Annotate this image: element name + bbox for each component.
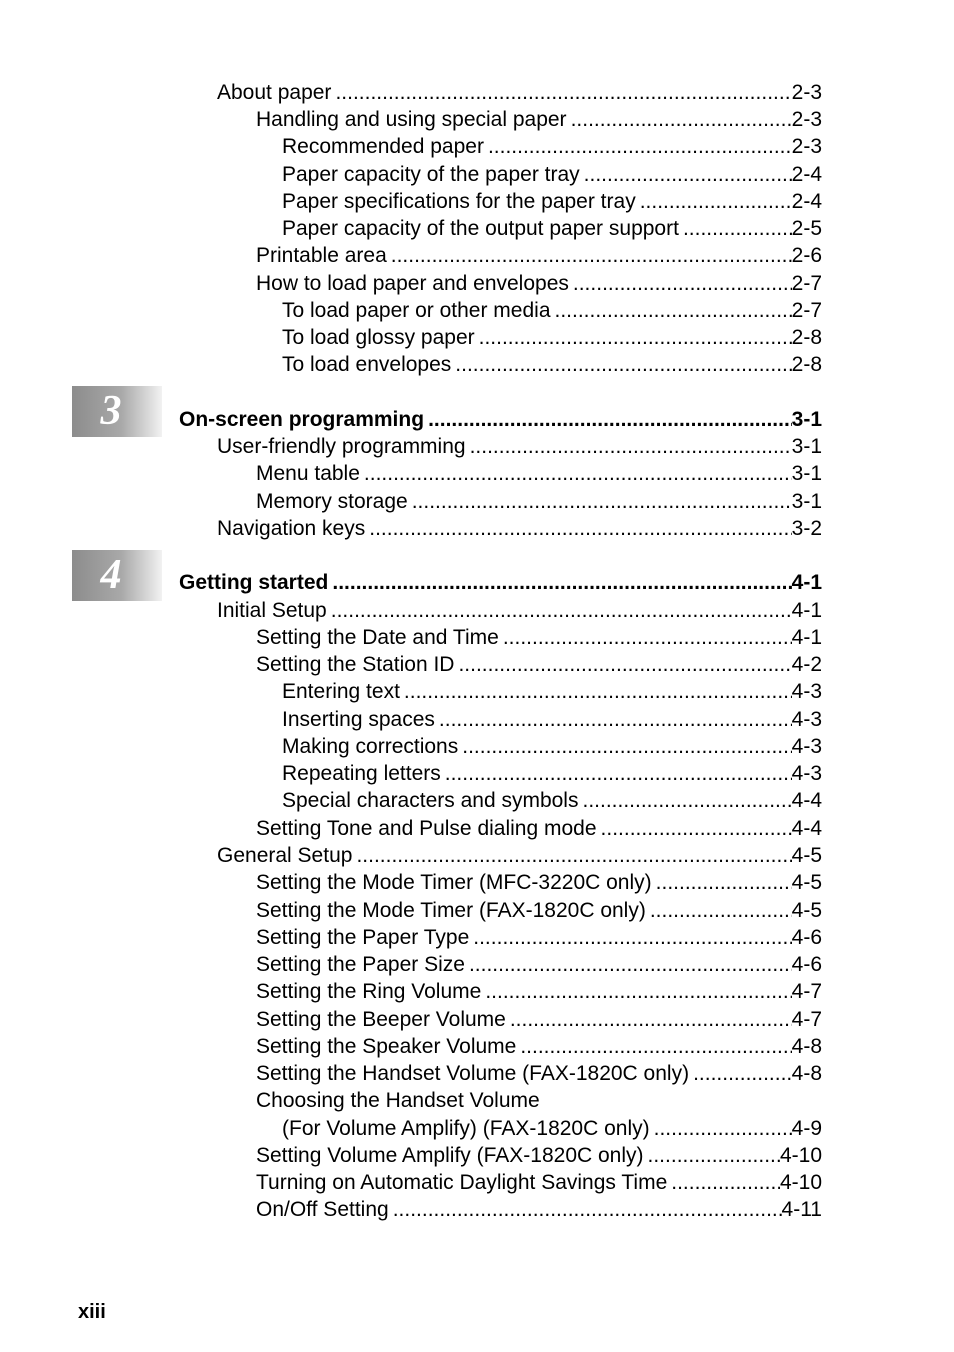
toc-entry-page: 4-6 xyxy=(791,926,822,949)
toc-entry-page: 4-7 xyxy=(791,1008,822,1031)
toc-entry-page: 3-1 xyxy=(791,490,822,513)
toc-entry-title: To load envelopes xyxy=(282,353,452,376)
toc-entry-page: 4-7 xyxy=(791,980,822,1003)
toc-entry-title: Inserting spaces xyxy=(282,708,435,731)
chapter-heading[interactable] xyxy=(179,569,822,596)
toc-entry[interactable] xyxy=(256,651,822,678)
toc-entry[interactable] xyxy=(256,1142,822,1169)
toc-entry-title: Setting the Beeper Volume xyxy=(256,1008,506,1031)
dot-leader xyxy=(567,106,792,133)
toc-entry-page: 2-7 xyxy=(791,299,822,322)
dot-leader xyxy=(458,733,791,760)
dot-leader xyxy=(400,678,792,705)
dot-leader xyxy=(506,1006,792,1033)
dot-leader xyxy=(667,1169,780,1196)
toc-entry[interactable] xyxy=(256,924,822,951)
toc-entry[interactable] xyxy=(217,79,822,106)
toc-entry-page: 4-3 xyxy=(791,680,822,703)
toc-entry-title: On/Off Setting xyxy=(256,1198,389,1221)
dot-leader xyxy=(597,815,792,842)
toc-entry[interactable] xyxy=(282,297,822,324)
toc-entry[interactable] xyxy=(256,488,822,515)
toc-entry-page: 2-8 xyxy=(791,326,822,349)
toc-entry[interactable] xyxy=(282,188,822,215)
toc-entry-title: Setting the Station ID xyxy=(256,653,455,676)
toc-entry-page: 4-4 xyxy=(791,789,822,812)
toc-entry-title: About paper xyxy=(217,81,332,104)
toc-entry-page: 2-5 xyxy=(791,217,822,240)
toc-entry[interactable] xyxy=(256,978,822,1005)
toc-entry[interactable] xyxy=(256,460,822,487)
dot-leader xyxy=(389,1196,782,1223)
toc-entry[interactable] xyxy=(256,242,822,269)
toc-entry-title: Entering text xyxy=(282,680,400,703)
toc-entry[interactable] xyxy=(282,133,822,160)
toc-entry[interactable] xyxy=(282,1115,822,1142)
toc-entry-page: 3-1 xyxy=(791,462,822,485)
toc-entry-page: 4-10 xyxy=(779,1171,822,1194)
toc-entry[interactable] xyxy=(282,324,822,351)
toc-entry-page: 2-7 xyxy=(791,272,822,295)
toc-entry-page: 2-8 xyxy=(791,353,822,376)
dot-leader xyxy=(327,597,792,624)
toc-entry-title: Handling and using special paper xyxy=(256,108,567,131)
toc-entry[interactable] xyxy=(217,597,822,624)
toc-entry-page: 4-11 xyxy=(781,1198,822,1221)
toc-entry-title: Setting the Date and Time xyxy=(256,626,499,649)
toc-entry[interactable] xyxy=(282,351,822,378)
dot-leader xyxy=(551,297,792,324)
chapter-heading[interactable] xyxy=(179,406,822,433)
toc-entry-title: Setting the Speaker Volume xyxy=(256,1035,517,1058)
chapter-number: 4 xyxy=(100,552,122,598)
toc-entry-title: To load paper or other media xyxy=(282,299,551,322)
toc-entry-title: Paper specifications for the paper tray xyxy=(282,190,636,213)
dot-leader xyxy=(466,433,792,460)
toc-entry[interactable] xyxy=(217,842,822,869)
toc-entry-title: Setting Volume Amplify (FAX-1820C only) xyxy=(256,1144,644,1167)
toc-entry-title: Paper capacity of the paper tray xyxy=(282,163,580,186)
toc-entry-page: 4-5 xyxy=(791,899,822,922)
toc-entry[interactable] xyxy=(256,624,822,651)
toc-entry-page: 4-1 xyxy=(791,626,822,649)
dot-leader xyxy=(569,270,792,297)
toc-entry-page: 4-1 xyxy=(791,599,822,622)
dot-leader xyxy=(451,351,791,378)
toc-entry[interactable] xyxy=(256,815,822,842)
toc-entry-page: 2-4 xyxy=(791,163,822,186)
toc-entry[interactable] xyxy=(256,1033,822,1060)
toc-entry-page: 4-3 xyxy=(791,708,822,731)
dot-leader xyxy=(679,215,792,242)
toc-entry-page: 2-3 xyxy=(791,135,822,158)
toc-entry-title: Setting the Handset Volume (FAX-1820C only) xyxy=(256,1062,690,1085)
toc-entry[interactable] xyxy=(256,1006,822,1033)
toc-entry-page: 3-2 xyxy=(791,517,822,540)
dot-leader xyxy=(360,460,792,487)
toc-entry[interactable] xyxy=(256,270,822,297)
toc-entry-page: 4-3 xyxy=(791,735,822,758)
toc-entry-page: 4-8 xyxy=(791,1035,822,1058)
toc-entry-title: Paper capacity of the output paper support xyxy=(282,217,679,240)
toc-entry-title: How to load paper and envelopes xyxy=(256,272,569,295)
toc-entry[interactable] xyxy=(282,733,822,760)
chapter-number: 3 xyxy=(100,388,122,434)
toc-entry-page: 4-2 xyxy=(791,653,822,676)
dot-leader xyxy=(469,924,791,951)
toc-entry-title: Printable area xyxy=(256,244,387,267)
toc-entry[interactable] xyxy=(282,161,822,188)
dot-leader xyxy=(408,488,792,515)
toc-entry[interactable] xyxy=(256,869,822,896)
toc-entry-page: 2-4 xyxy=(791,190,822,213)
chapter-page: 4-1 xyxy=(791,571,822,594)
toc-entry-title: Turning on Automatic Daylight Savings Time xyxy=(256,1171,668,1194)
toc-entry[interactable] xyxy=(256,1169,822,1196)
dot-leader xyxy=(580,161,792,188)
toc-entry[interactable] xyxy=(256,106,822,133)
toc-entry-title: General Setup xyxy=(217,844,353,867)
toc-entry[interactable] xyxy=(282,760,822,787)
dot-leader xyxy=(352,842,791,869)
dot-leader xyxy=(475,324,792,351)
toc-entry-page: 4-5 xyxy=(791,871,822,894)
dot-leader xyxy=(481,978,791,1005)
toc-entry-page: 4-8 xyxy=(791,1062,822,1085)
dot-leader xyxy=(465,951,792,978)
toc-entry-page: 4-3 xyxy=(791,762,822,785)
toc-entry-page: 3-1 xyxy=(791,435,822,458)
chapter-tab xyxy=(72,550,162,601)
toc-entry[interactable] xyxy=(282,215,822,242)
toc-entry-page: 4-10 xyxy=(779,1144,822,1167)
toc-entry-page: 4-5 xyxy=(791,844,822,867)
dot-leader xyxy=(484,133,792,160)
dot-leader xyxy=(578,787,791,814)
dot-leader xyxy=(644,1142,780,1169)
toc-entry-title: Setting the Mode Timer (FAX-1820C only) xyxy=(256,899,646,922)
toc-entry-title: Menu table xyxy=(256,462,360,485)
dot-leader xyxy=(441,760,792,787)
chapter-tab xyxy=(72,386,162,437)
page-number: xiii xyxy=(78,1301,106,1323)
dot-leader xyxy=(636,188,792,215)
toc-entry-title: Recommended paper xyxy=(282,135,484,158)
chapter-page: 3-1 xyxy=(791,408,822,431)
toc-entry-page: 2-6 xyxy=(791,244,822,267)
dot-leader xyxy=(424,406,792,433)
toc-entry-title: Memory storage xyxy=(256,490,408,513)
dot-leader xyxy=(689,1060,792,1087)
toc-entry[interactable] xyxy=(282,706,822,733)
dot-leader xyxy=(365,515,791,542)
dot-leader xyxy=(454,651,791,678)
toc-entry[interactable] xyxy=(256,951,822,978)
dot-leader xyxy=(516,1033,791,1060)
toc-entry-page: 4-9 xyxy=(791,1117,822,1140)
toc-entry-title: User-friendly programming xyxy=(217,435,466,458)
toc-entry-title: Making corrections xyxy=(282,735,459,758)
toc-entry-page: 4-6 xyxy=(791,953,822,976)
toc-entry-page: 4-4 xyxy=(791,817,822,840)
toc-entry[interactable] xyxy=(217,515,822,542)
toc-entry-title: Initial Setup xyxy=(217,599,327,622)
dot-leader xyxy=(650,1115,792,1142)
toc-entry[interactable] xyxy=(282,678,822,705)
dot-leader xyxy=(435,706,792,733)
dot-leader xyxy=(387,242,792,269)
toc-entry-page: 2-3 xyxy=(791,108,822,131)
dot-leader xyxy=(328,569,791,596)
toc-entry-title: Repeating letters xyxy=(282,762,441,785)
toc-entry-title: Setting Tone and Pulse dialing mode xyxy=(256,817,597,840)
toc-entry[interactable] xyxy=(217,433,822,460)
toc-entry-title: (For Volume Amplify) (FAX-1820C only) xyxy=(282,1117,650,1140)
toc-entry-title: Choosing the Handset Volume xyxy=(256,1089,540,1112)
toc-entry-title: Navigation keys xyxy=(217,517,366,540)
dot-leader xyxy=(652,869,792,896)
toc-entry-title: Setting the Paper Type xyxy=(256,926,470,949)
dot-leader xyxy=(499,624,792,651)
chapter-title: On-screen programming xyxy=(179,408,425,431)
toc-entry[interactable] xyxy=(256,1196,822,1223)
dot-leader xyxy=(646,897,792,924)
toc-entry[interactable] xyxy=(256,1087,822,1114)
toc-entry-title: Setting the Mode Timer (MFC-3220C only) xyxy=(256,871,652,894)
chapter-title: Getting started xyxy=(179,571,329,594)
toc-entry-page: 2-3 xyxy=(791,81,822,104)
toc-entry-title: Special characters and symbols xyxy=(282,789,579,812)
toc-entry-title: Setting the Ring Volume xyxy=(256,980,482,1003)
toc-entry-title: Setting the Paper Size xyxy=(256,953,465,976)
toc-entry[interactable] xyxy=(256,1060,822,1087)
toc-entry[interactable] xyxy=(282,787,822,814)
toc-entry[interactable] xyxy=(256,897,822,924)
dot-leader xyxy=(331,79,791,106)
toc-entry-title: To load glossy paper xyxy=(282,326,475,349)
